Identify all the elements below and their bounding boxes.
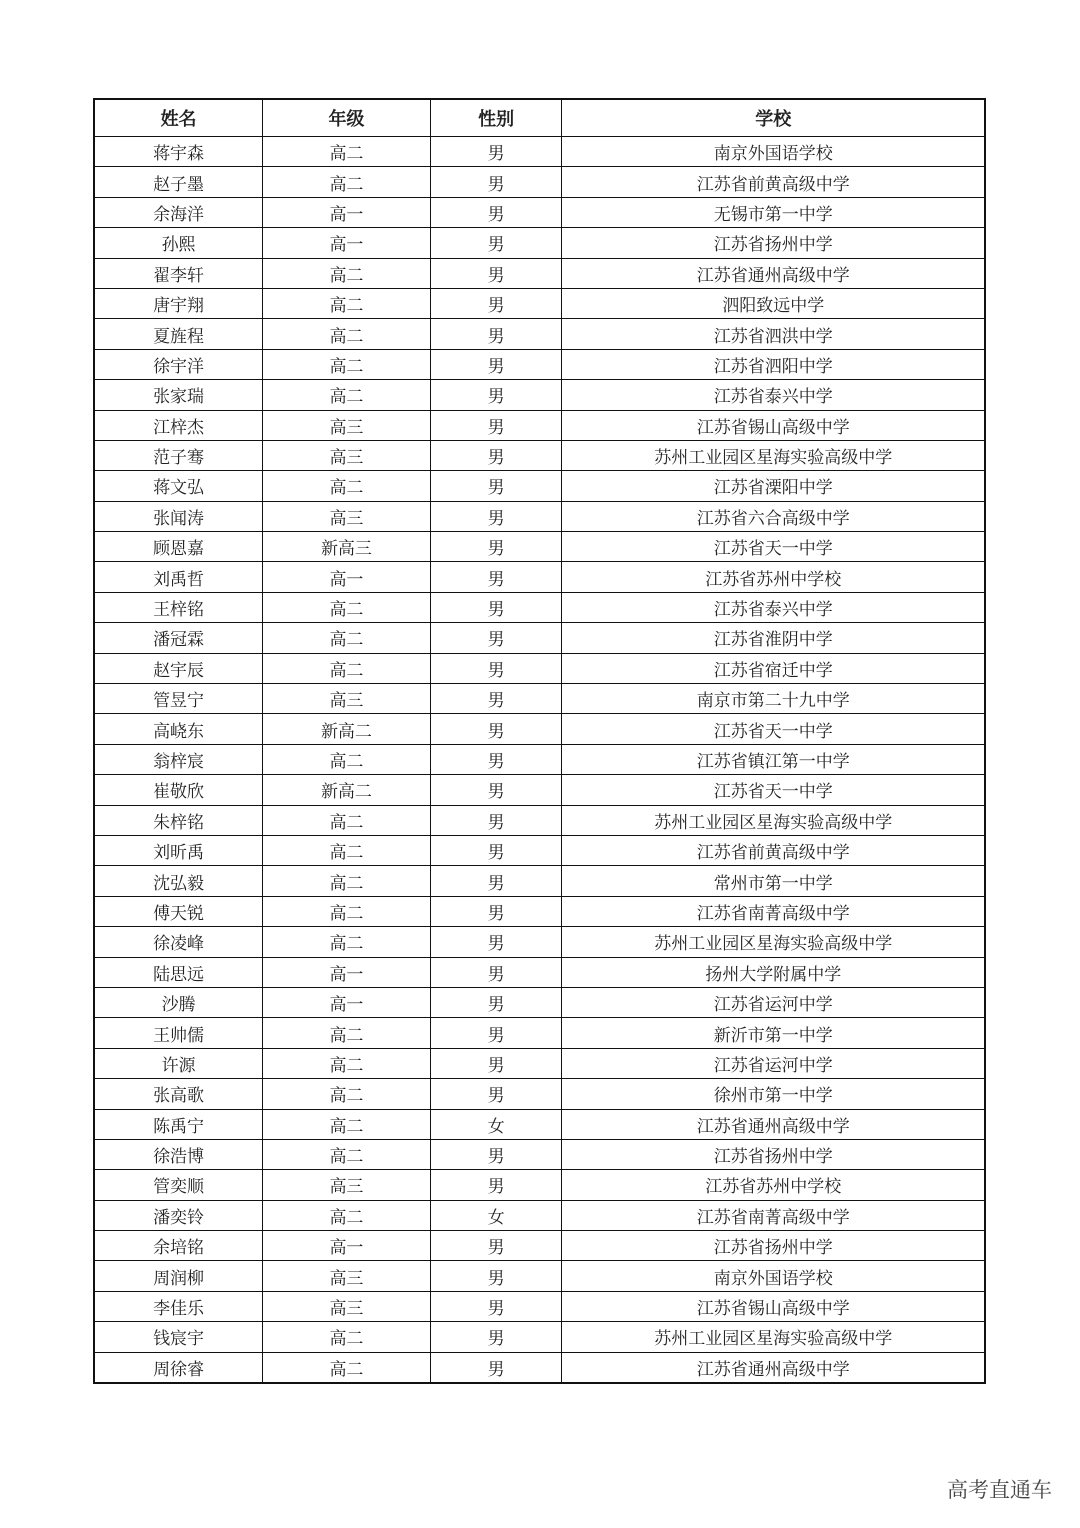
cell-gender: 男 bbox=[430, 228, 562, 258]
cell-name: 余培铭 bbox=[94, 1231, 263, 1261]
cell-gender: 男 bbox=[430, 258, 562, 288]
cell-gender: 男 bbox=[430, 532, 562, 562]
table-row bbox=[94, 866, 985, 896]
cell-school: 江苏省天一中学 bbox=[562, 775, 985, 805]
cell-school: 江苏省宿迁中学 bbox=[562, 653, 985, 683]
cell-gender: 男 bbox=[430, 501, 562, 531]
table-row bbox=[94, 319, 985, 349]
cell-gender: 男 bbox=[430, 440, 562, 470]
cell-school: 江苏省苏州中学校 bbox=[562, 1170, 985, 1200]
cell-grade: 新高二 bbox=[263, 775, 431, 805]
cell-name: 江梓杰 bbox=[94, 410, 263, 440]
table-row bbox=[94, 410, 985, 440]
cell-school: 江苏省前黄高级中学 bbox=[562, 167, 985, 197]
cell-gender: 男 bbox=[430, 410, 562, 440]
table-row bbox=[94, 592, 985, 622]
table-row bbox=[94, 532, 985, 562]
cell-gender: 男 bbox=[430, 1139, 562, 1169]
cell-name: 范子骞 bbox=[94, 440, 263, 470]
cell-gender: 男 bbox=[430, 714, 562, 744]
cell-gender: 男 bbox=[430, 775, 562, 805]
cell-school: 苏州工业园区星海实验高级中学 bbox=[562, 805, 985, 835]
cell-school: 江苏省南菁高级中学 bbox=[562, 896, 985, 926]
cell-grade: 高一 bbox=[263, 987, 431, 1017]
cell-grade: 高三 bbox=[263, 440, 431, 470]
cell-school: 江苏省扬州中学 bbox=[562, 1139, 985, 1169]
header-row bbox=[94, 99, 985, 137]
header-name: 姓名 bbox=[94, 99, 263, 137]
cell-name: 顾恩嘉 bbox=[94, 532, 263, 562]
table-row bbox=[94, 349, 985, 379]
cell-grade: 高一 bbox=[263, 197, 431, 227]
cell-name: 李佳乐 bbox=[94, 1291, 263, 1321]
cell-name: 沈弘毅 bbox=[94, 866, 263, 896]
cell-grade: 高二 bbox=[263, 835, 431, 865]
cell-school: 江苏省溧阳中学 bbox=[562, 471, 985, 501]
cell-name: 陆思远 bbox=[94, 957, 263, 987]
cell-grade: 高一 bbox=[263, 1231, 431, 1261]
cell-name: 徐凌峰 bbox=[94, 927, 263, 957]
cell-name: 徐浩博 bbox=[94, 1139, 263, 1169]
cell-school: 新沂市第一中学 bbox=[562, 1018, 985, 1048]
cell-grade: 高二 bbox=[263, 896, 431, 926]
cell-grade: 高三 bbox=[263, 1291, 431, 1321]
cell-gender: 男 bbox=[430, 1322, 562, 1352]
cell-grade: 高三 bbox=[263, 410, 431, 440]
cell-gender: 男 bbox=[430, 957, 562, 987]
cell-grade: 新高三 bbox=[263, 532, 431, 562]
cell-name: 唐宇翔 bbox=[94, 288, 263, 318]
cell-gender: 男 bbox=[430, 987, 562, 1017]
cell-gender: 男 bbox=[430, 1048, 562, 1078]
cell-name: 潘冠霖 bbox=[94, 623, 263, 653]
cell-grade: 高二 bbox=[263, 1352, 431, 1383]
table-row bbox=[94, 805, 985, 835]
cell-name: 徐宇洋 bbox=[94, 349, 263, 379]
cell-gender: 男 bbox=[430, 835, 562, 865]
cell-name: 王梓铭 bbox=[94, 592, 263, 622]
cell-name: 张闻涛 bbox=[94, 501, 263, 531]
cell-grade: 高二 bbox=[263, 1200, 431, 1230]
cell-school: 江苏省扬州中学 bbox=[562, 1231, 985, 1261]
cell-gender: 男 bbox=[430, 927, 562, 957]
cell-school: 江苏省镇江第一中学 bbox=[562, 744, 985, 774]
cell-grade: 高二 bbox=[263, 137, 431, 167]
table-row bbox=[94, 1261, 985, 1291]
table-row bbox=[94, 1018, 985, 1048]
cell-name: 崔敬欣 bbox=[94, 775, 263, 805]
cell-name: 沙腾 bbox=[94, 987, 263, 1017]
cell-gender: 男 bbox=[430, 197, 562, 227]
cell-school: 苏州工业园区星海实验高级中学 bbox=[562, 927, 985, 957]
cell-name: 王帅儒 bbox=[94, 1018, 263, 1048]
cell-name: 孙熙 bbox=[94, 228, 263, 258]
table-row bbox=[94, 927, 985, 957]
cell-grade: 高二 bbox=[263, 927, 431, 957]
cell-gender: 男 bbox=[430, 684, 562, 714]
cell-grade: 高二 bbox=[263, 1079, 431, 1109]
table-row bbox=[94, 1291, 985, 1321]
cell-school: 南京外国语学校 bbox=[562, 1261, 985, 1291]
cell-school: 江苏省泗洪中学 bbox=[562, 319, 985, 349]
cell-grade: 高二 bbox=[263, 623, 431, 653]
cell-school: 江苏省锡山高级中学 bbox=[562, 410, 985, 440]
cell-school: 南京外国语学校 bbox=[562, 137, 985, 167]
cell-grade: 高二 bbox=[263, 653, 431, 683]
cell-gender: 男 bbox=[430, 562, 562, 592]
cell-school: 江苏省前黄高级中学 bbox=[562, 835, 985, 865]
student-list-table bbox=[93, 98, 986, 1384]
cell-name: 傅天锐 bbox=[94, 896, 263, 926]
cell-grade: 高二 bbox=[263, 1109, 431, 1139]
cell-grade: 高三 bbox=[263, 501, 431, 531]
cell-grade: 高二 bbox=[263, 744, 431, 774]
cell-gender: 男 bbox=[430, 319, 562, 349]
cell-school: 江苏省运河中学 bbox=[562, 1048, 985, 1078]
cell-school: 江苏省天一中学 bbox=[562, 532, 985, 562]
cell-gender: 男 bbox=[430, 592, 562, 622]
cell-school: 江苏省南菁高级中学 bbox=[562, 1200, 985, 1230]
table-row bbox=[94, 258, 985, 288]
cell-name: 高峣东 bbox=[94, 714, 263, 744]
cell-grade: 高一 bbox=[263, 228, 431, 258]
cell-grade: 高二 bbox=[263, 1048, 431, 1078]
cell-grade: 高二 bbox=[263, 1322, 431, 1352]
cell-name: 潘奕铃 bbox=[94, 1200, 263, 1230]
watermark: 高考直通车 bbox=[947, 1478, 1052, 1502]
cell-school: 南京市第二十九中学 bbox=[562, 684, 985, 714]
table-row bbox=[94, 1170, 985, 1200]
cell-gender: 男 bbox=[430, 1079, 562, 1109]
cell-grade: 高一 bbox=[263, 957, 431, 987]
cell-grade: 高二 bbox=[263, 592, 431, 622]
cell-school: 江苏省天一中学 bbox=[562, 714, 985, 744]
cell-school: 江苏省锡山高级中学 bbox=[562, 1291, 985, 1321]
cell-school: 江苏省泗阳中学 bbox=[562, 349, 985, 379]
table-body bbox=[94, 137, 985, 1384]
table-row bbox=[94, 714, 985, 744]
cell-name: 刘昕禹 bbox=[94, 835, 263, 865]
cell-name: 翟李轩 bbox=[94, 258, 263, 288]
table-row bbox=[94, 653, 985, 683]
cell-grade: 高二 bbox=[263, 258, 431, 288]
cell-grade: 高二 bbox=[263, 349, 431, 379]
cell-school: 苏州工业园区星海实验高级中学 bbox=[562, 1322, 985, 1352]
cell-name: 管奕顺 bbox=[94, 1170, 263, 1200]
cell-grade: 高三 bbox=[263, 1261, 431, 1291]
table-row bbox=[94, 957, 985, 987]
cell-grade: 新高二 bbox=[263, 714, 431, 744]
cell-gender: 男 bbox=[430, 744, 562, 774]
cell-school: 常州市第一中学 bbox=[562, 866, 985, 896]
cell-name: 许源 bbox=[94, 1048, 263, 1078]
table-row bbox=[94, 775, 985, 805]
table-row bbox=[94, 684, 985, 714]
cell-name: 蒋文弘 bbox=[94, 471, 263, 501]
cell-gender: 男 bbox=[430, 1261, 562, 1291]
table-row bbox=[94, 167, 985, 197]
cell-grade: 高二 bbox=[263, 167, 431, 197]
cell-gender: 男 bbox=[430, 866, 562, 896]
cell-gender: 男 bbox=[430, 380, 562, 410]
table-row bbox=[94, 380, 985, 410]
cell-school: 江苏省苏州中学校 bbox=[562, 562, 985, 592]
cell-gender: 男 bbox=[430, 1352, 562, 1383]
header-school: 学校 bbox=[562, 99, 985, 137]
table-row bbox=[94, 987, 985, 1017]
table-row bbox=[94, 1352, 985, 1383]
table-row bbox=[94, 137, 985, 167]
cell-school: 徐州市第一中学 bbox=[562, 1079, 985, 1109]
cell-gender: 男 bbox=[430, 349, 562, 379]
table-row bbox=[94, 623, 985, 653]
cell-name: 赵子墨 bbox=[94, 167, 263, 197]
cell-name: 张家瑞 bbox=[94, 380, 263, 410]
table-row bbox=[94, 288, 985, 318]
cell-gender: 男 bbox=[430, 1170, 562, 1200]
cell-gender: 男 bbox=[430, 805, 562, 835]
cell-name: 朱梓铭 bbox=[94, 805, 263, 835]
cell-name: 陈禹宁 bbox=[94, 1109, 263, 1139]
cell-gender: 男 bbox=[430, 653, 562, 683]
cell-name: 夏旌程 bbox=[94, 319, 263, 349]
cell-grade: 高三 bbox=[263, 1170, 431, 1200]
cell-school: 江苏省通州高级中学 bbox=[562, 258, 985, 288]
cell-gender: 男 bbox=[430, 137, 562, 167]
cell-grade: 高二 bbox=[263, 288, 431, 318]
cell-gender: 男 bbox=[430, 896, 562, 926]
cell-gender: 男 bbox=[430, 1231, 562, 1261]
cell-gender: 男 bbox=[430, 1291, 562, 1321]
cell-school: 无锡市第一中学 bbox=[562, 197, 985, 227]
cell-grade: 高二 bbox=[263, 380, 431, 410]
cell-name: 周徐睿 bbox=[94, 1352, 263, 1383]
table-row bbox=[94, 1139, 985, 1169]
cell-school: 江苏省泰兴中学 bbox=[562, 380, 985, 410]
cell-grade: 高二 bbox=[263, 319, 431, 349]
table-row bbox=[94, 1200, 985, 1230]
cell-gender: 女 bbox=[430, 1200, 562, 1230]
table-row bbox=[94, 471, 985, 501]
table-row bbox=[94, 1109, 985, 1139]
cell-name: 余海洋 bbox=[94, 197, 263, 227]
table-row bbox=[94, 228, 985, 258]
table-row bbox=[94, 501, 985, 531]
cell-school: 江苏省运河中学 bbox=[562, 987, 985, 1017]
table-row bbox=[94, 896, 985, 926]
cell-grade: 高二 bbox=[263, 866, 431, 896]
cell-grade: 高二 bbox=[263, 471, 431, 501]
table-row bbox=[94, 1231, 985, 1261]
table-row bbox=[94, 1048, 985, 1078]
cell-grade: 高三 bbox=[263, 684, 431, 714]
table-row bbox=[94, 440, 985, 470]
cell-gender: 男 bbox=[430, 288, 562, 318]
cell-grade: 高二 bbox=[263, 1139, 431, 1169]
cell-name: 钱宸宇 bbox=[94, 1322, 263, 1352]
cell-school: 江苏省淮阴中学 bbox=[562, 623, 985, 653]
cell-grade: 高一 bbox=[263, 562, 431, 592]
header-grade: 年级 bbox=[263, 99, 431, 137]
cell-school: 泗阳致远中学 bbox=[562, 288, 985, 318]
cell-school: 苏州工业园区星海实验高级中学 bbox=[562, 440, 985, 470]
cell-gender: 男 bbox=[430, 471, 562, 501]
cell-school: 江苏省通州高级中学 bbox=[562, 1352, 985, 1383]
cell-school: 江苏省泰兴中学 bbox=[562, 592, 985, 622]
cell-name: 刘禹哲 bbox=[94, 562, 263, 592]
cell-name: 张高歌 bbox=[94, 1079, 263, 1109]
cell-name: 周润柳 bbox=[94, 1261, 263, 1291]
cell-school: 江苏省通州高级中学 bbox=[562, 1109, 985, 1139]
cell-gender: 男 bbox=[430, 1018, 562, 1048]
table-row bbox=[94, 197, 985, 227]
cell-name: 赵宇辰 bbox=[94, 653, 263, 683]
header-gender: 性别 bbox=[430, 99, 562, 137]
cell-name: 管昱宁 bbox=[94, 684, 263, 714]
cell-grade: 高二 bbox=[263, 805, 431, 835]
cell-gender: 男 bbox=[430, 167, 562, 197]
cell-school: 江苏省扬州中学 bbox=[562, 228, 985, 258]
cell-name: 蒋宇森 bbox=[94, 137, 263, 167]
cell-gender: 女 bbox=[430, 1109, 562, 1139]
cell-school: 江苏省六合高级中学 bbox=[562, 501, 985, 531]
table-row bbox=[94, 744, 985, 774]
cell-name: 翁梓宸 bbox=[94, 744, 263, 774]
table-row bbox=[94, 562, 985, 592]
cell-school: 扬州大学附属中学 bbox=[562, 957, 985, 987]
table-row bbox=[94, 1079, 985, 1109]
table-row bbox=[94, 835, 985, 865]
cell-grade: 高二 bbox=[263, 1018, 431, 1048]
cell-gender: 男 bbox=[430, 623, 562, 653]
table-row bbox=[94, 1322, 985, 1352]
